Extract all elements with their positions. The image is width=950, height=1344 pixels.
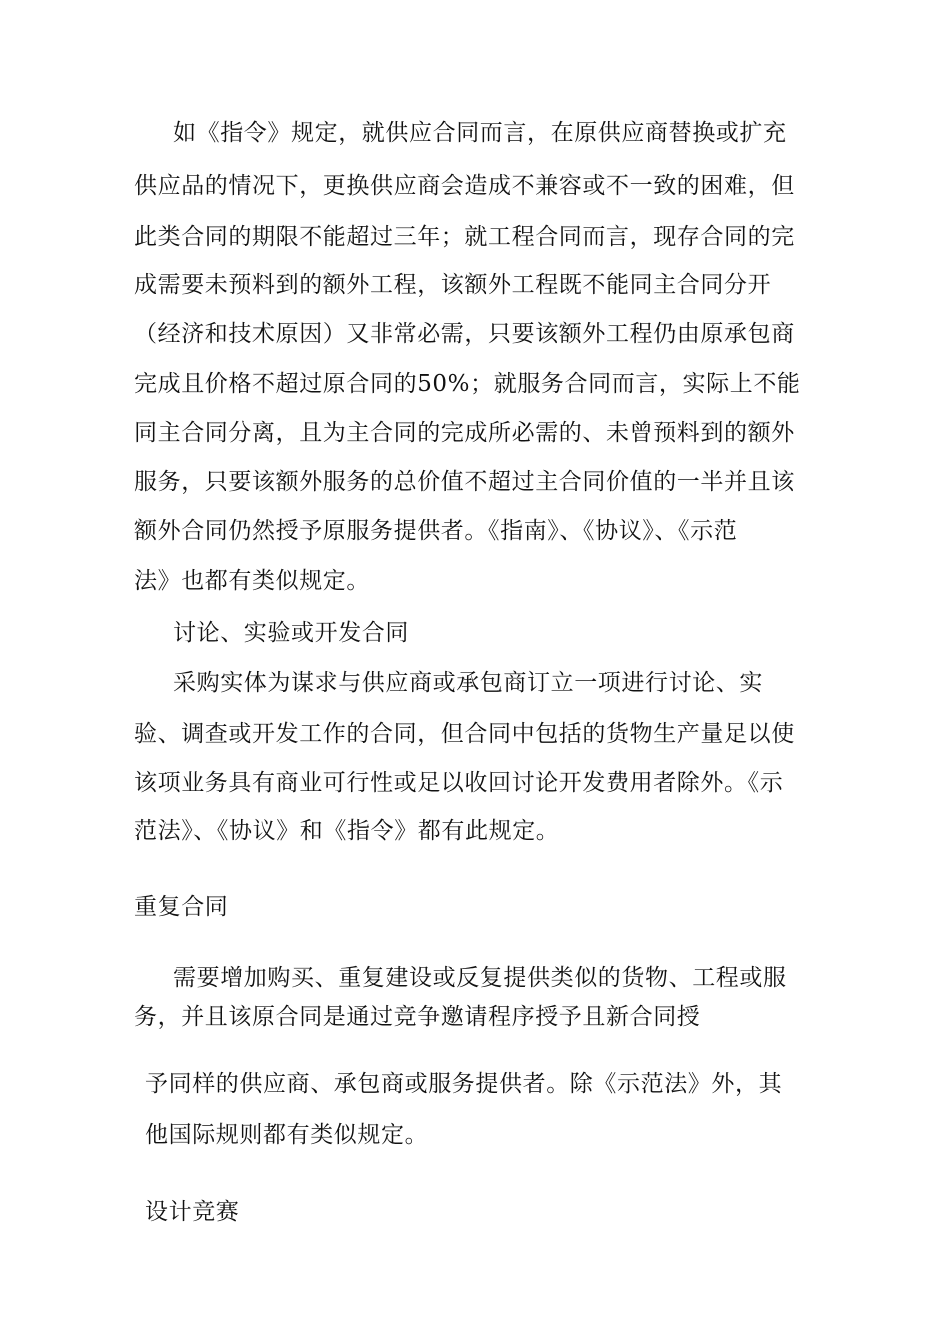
paragraph-line: 予同样的供应商、承包商或服务提供者。除《示范法》外，其 — [145, 1071, 783, 1097]
paragraph-line: 额外合同仍然授予原服务提供者。《指南》、《协议》、《示范 — [134, 518, 738, 544]
section-heading: 讨论、实验或开发合同 — [173, 620, 409, 646]
paragraph-line: 供应品的情况下，更换供应商会造成不兼容或不一致的困难，但 — [134, 173, 795, 199]
paragraph-line: 服务，只要该额外服务的总价值不超过主合同价值的一半并且该 — [134, 469, 795, 495]
paragraph-line: 同主合同分离，且为主合同的完成所必需的、未曾预料到的额外 — [134, 420, 795, 446]
paragraph-line: （经济和技术原因）又非常必需，只要该额外工程仍由原承包商 — [134, 321, 795, 347]
paragraph-line: 完成且价格不超过原合同的50%；就服务合同而言，实际上不能 — [134, 371, 801, 397]
section-heading: 重复合同 — [134, 894, 229, 920]
paragraph-line: 范法》、《协议》和《指令》都有此规定。 — [134, 818, 560, 844]
paragraph-line: 需要增加购买、重复建设或反复提供类似的货物、工程或服 — [173, 965, 787, 991]
paragraph-line: 验、调查或开发工作的合同，但合同中包括的货物生产量足以使 — [134, 721, 795, 747]
paragraph-line: 此类合同的期限不能超过三年；就工程合同而言，现存合同的完 — [134, 224, 795, 250]
paragraph-line: 如《指令》规定，就供应合同而言，在原供应商替换或扩充 — [173, 120, 787, 146]
paragraph-line: 法》也都有类似规定。 — [134, 568, 370, 594]
section-heading: 设计竞赛 — [145, 1199, 240, 1225]
paragraph-line: 采购实体为谋求与供应商或承包商订立一项进行讨论、实 — [173, 670, 763, 696]
paragraph-line: 该项业务具有商业可行性或足以收回讨论开发费用者除外。《示 — [134, 770, 784, 796]
paragraph-line: 他国际规则都有类似规定。 — [145, 1122, 429, 1148]
paragraph-line: 务，并且该原合同是通过竞争邀请程序授予且新合同授 — [134, 1004, 701, 1030]
paragraph-line: 成需要未预料到的额外工程，该额外工程既不能同主合同分开 — [134, 272, 772, 298]
